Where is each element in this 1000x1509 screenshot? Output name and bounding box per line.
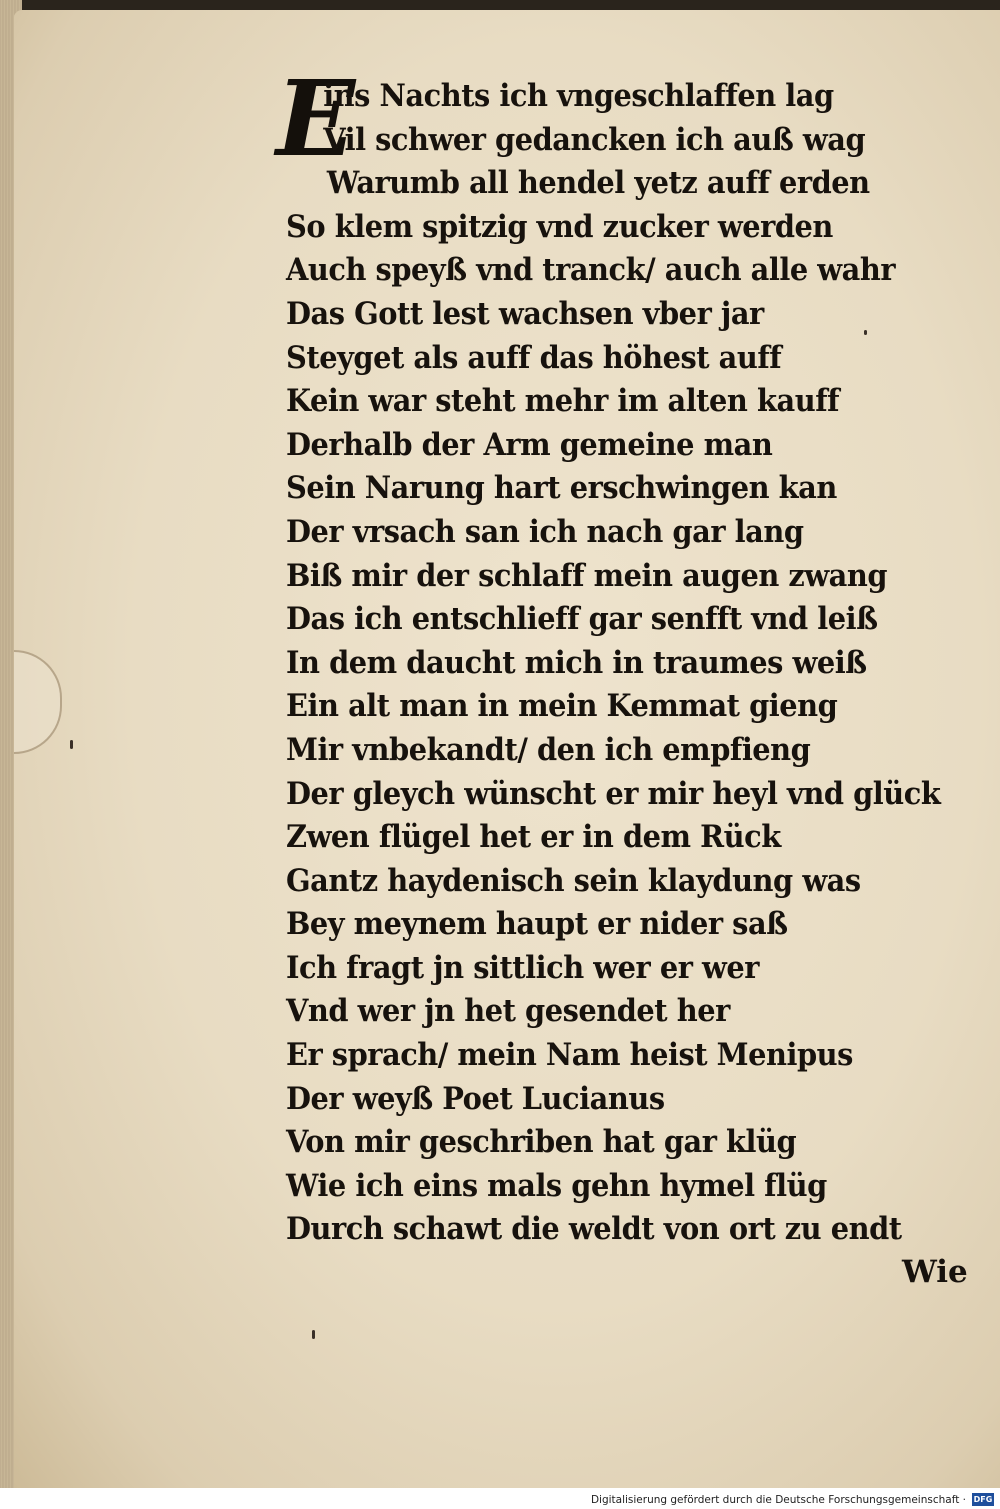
verse-line: Das Gott lest wachsen vber jar — [286, 295, 764, 332]
dfg-logo: DFG — [973, 1495, 993, 1504]
verse-line: ins Nachts ich vngeschlaffen lag — [323, 78, 834, 114]
verse-line: Auch speyß vnd tranck/ auch alle wahr — [286, 252, 896, 289]
verse-line: So klem spitzig vnd zucker werden — [286, 208, 833, 245]
ink-speck — [70, 740, 73, 749]
verse-line: Biß mir der schlaff mein augen zwang — [286, 557, 888, 594]
verse-line: Das ich entschlieff gar senfft vnd leiß — [286, 601, 878, 638]
verse-line: Der gleych wünscht er mir heyl vnd glück — [286, 775, 941, 812]
verse-line: Steyget als auff das höhest auff — [286, 339, 782, 376]
verse-line: Vnd wer jn het gesendet her — [286, 993, 730, 1030]
verse-line: Von mir geschriben hat gar klüg — [286, 1124, 797, 1161]
verse-line: Gantz haydenisch sein klaydung was — [286, 862, 861, 899]
verse-line: Ich fragt jn sittlich wer er wer — [286, 949, 759, 986]
drop-cap-initial: E — [276, 57, 356, 180]
catchword: Wie — [902, 1254, 968, 1290]
verse-line: Vil schwer gedancken ich auß wag — [323, 121, 866, 158]
verse-line: Der weyß Poet Lucianus — [286, 1080, 665, 1117]
verse-line: Ein alt man in mein Kemmat gieng — [286, 688, 838, 725]
verse-line: Mir vnbekandt/ den ich empfieng — [286, 731, 811, 768]
verse-line: Derhalb der Arm gemeine man — [286, 426, 773, 463]
verse-line: Sein Narung hart erschwingen kan — [286, 470, 837, 507]
verse-text — [276, 57, 990, 1252]
verse-line: Bey meynem haupt er nider saß — [286, 906, 788, 943]
verse-line: Zwen flügel het er in dem Rück — [286, 819, 781, 856]
verse-line: Der vrsach san ich nach gar lang — [286, 513, 804, 550]
verse-line: Wie ich eins mals gehn hymel flüg — [286, 1167, 827, 1204]
digitization-footer — [0, 1488, 1000, 1509]
footer-credit: Digitalisierung gefördert durch die Deutsche Forschungsgemeinschaft · — [590, 1494, 966, 1506]
verse-line: Warumb all hendel yetz auff erden — [326, 165, 870, 202]
verse-line: Kein war steht mehr im alten kauff — [286, 383, 840, 420]
page-clip-tab — [14, 650, 62, 754]
verse-line: In dem daucht mich in traumes weiß — [286, 644, 867, 681]
ink-speck — [312, 1330, 315, 1339]
verse-line: Er sprach/ mein Nam heist Menipus — [286, 1037, 853, 1074]
verse-line: Durch schawt die weldt von ort zu endt — [286, 1211, 902, 1248]
